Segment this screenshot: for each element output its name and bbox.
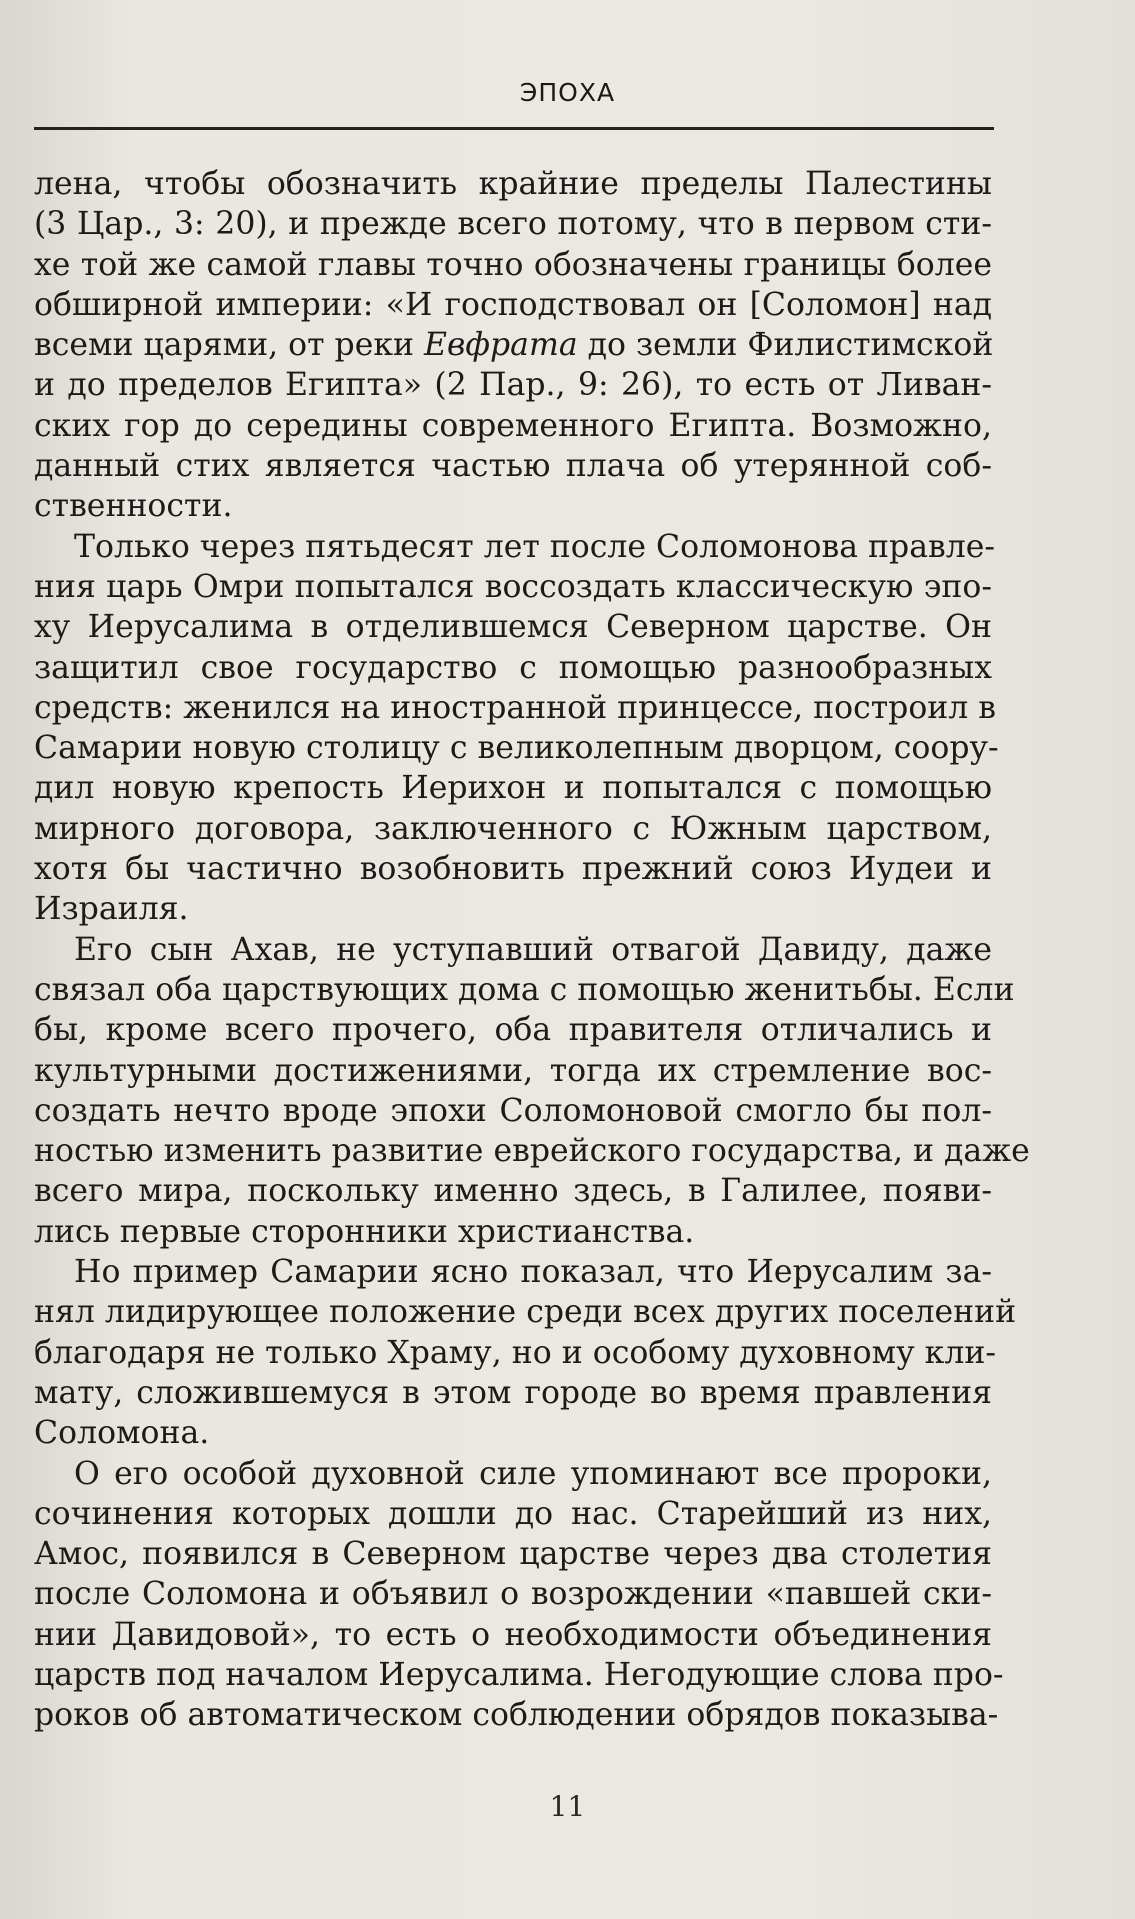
italic-place-name: Евфрата <box>424 327 578 364</box>
text-line: хотя бы частично возобновить прежний союз Иудеи и <box>34 851 992 888</box>
text-line: связал оба царствующих дома с помощью женитьбы. Если <box>34 971 1015 1008</box>
text-line: ху Иерусалима в отделившемся Северном царстве. Он <box>34 609 992 646</box>
paragraph-start-line: Но пример Самарии ясно показал, что Иерусалим за- <box>74 1254 992 1291</box>
paragraph-start-line: Его сын Ахав, не уступавший отвагой Давиду, даже <box>74 931 992 968</box>
text-line: Соломона. <box>34 1415 210 1452</box>
text-line: создать нечто вроде эпохи Соломоновой смогло бы пол- <box>34 1092 992 1129</box>
text-line: всего мира, поскольку именно здесь, в Галилее, появи- <box>34 1173 992 1210</box>
text-line: Самарии новую столицу с великолепным дворцом, соору- <box>34 730 999 767</box>
text-line: лена, чтобы обозначить крайние пределы Палестины <box>34 166 992 202</box>
text-line: обширной империи: «И господствовал он [Соломон] над <box>34 286 992 323</box>
text-line: мирного договора, заключенного с Южным царством, <box>34 810 992 847</box>
text-line: дил новую крепость Иерихон и попытался с помощью <box>34 770 992 807</box>
text-line: ственности. <box>34 488 233 525</box>
paragraph-start-line: Только через пятьдесят лет после Соломонова правле- <box>74 528 996 565</box>
text-line: ния царь Омри попытался воссоздать классическую эпо- <box>34 568 992 605</box>
running-title: ЭПОХА <box>519 78 616 107</box>
text-line: защитил свое государство с помощью разнообразных <box>34 649 992 686</box>
text-line: средств: женился на иностранной принцессе, построил в <box>34 689 997 726</box>
text-fragment: всеми царями, от реки <box>34 327 415 364</box>
text-line: нии Давидовой», то есть о необходимости объединения <box>34 1616 992 1653</box>
body-text <box>34 164 1030 1736</box>
header-rule <box>34 127 994 130</box>
page-number: 11 <box>549 1790 586 1823</box>
text-line: хе той же самой главы точно обозначены границы более <box>34 246 992 283</box>
text-line: и до пределов Египта» (2 Пар., 9: 26), то есть от Ливан- <box>34 367 992 404</box>
text-line <box>34 325 992 365</box>
text-line: Амос, появился в Северном царстве через два столетия <box>34 1536 992 1573</box>
text-line: лись первые сторонники христианства. <box>34 1213 695 1250</box>
text-line: царств под началом Иерусалима. Негодующие слова про- <box>34 1656 1004 1693</box>
text-line: бы, кроме всего прочего, оба правителя отличались и <box>34 1012 992 1049</box>
text-line: сочинения которых дошли до нас. Старейший из них, <box>34 1495 992 1532</box>
text-line: Израиля. <box>34 891 189 928</box>
text-line: благодаря не только Храму, но и особому духовному кли- <box>34 1334 997 1371</box>
text-line: роков об автоматическом соблюдении обрядов показыва- <box>34 1697 999 1734</box>
text-line: после Соломона и объявил о возрождении «павшей ски- <box>34 1576 992 1613</box>
text-line: нял лидирующее положение среди всех других поселений <box>34 1294 1017 1331</box>
text-line: мату, сложившемуся в этом городе во время правления <box>34 1374 992 1411</box>
text-line: ностью изменить развитие еврейского государства, и даже <box>34 1133 1030 1170</box>
text-line: культурными достижениями, тогда их стремление вос- <box>34 1052 992 1089</box>
paragraph-start-line: О его особой духовной силе упоминают все пророки, <box>74 1455 992 1492</box>
text-line: данный стих является частью плача об утерянной соб- <box>34 448 992 485</box>
text-fragment: до земли Филистимской <box>587 327 994 364</box>
text-line: (3 Цар., 3: 20), и прежде всего потому, что в первом сти- <box>34 206 992 243</box>
text-line: ских гор до середины современного Египта. Возможно, <box>34 407 992 444</box>
